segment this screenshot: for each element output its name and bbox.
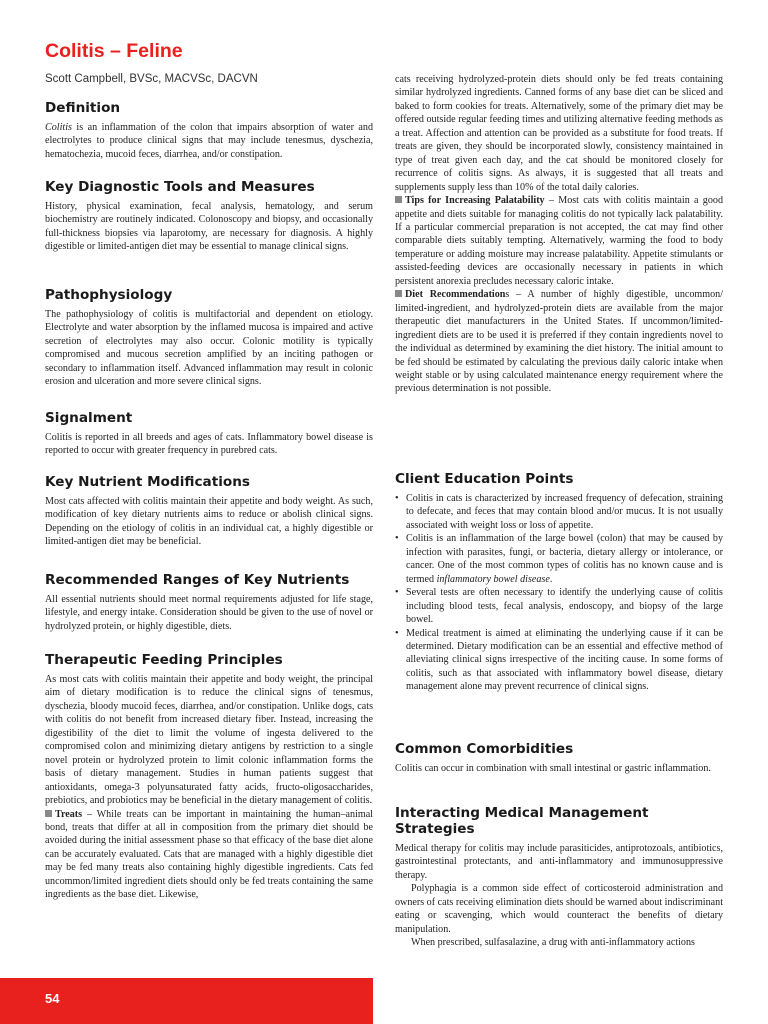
square-bullet-icon bbox=[395, 290, 402, 297]
feeding-section bbox=[45, 652, 373, 902]
square-bullet-icon bbox=[395, 196, 402, 203]
interacting-text-3: When prescribed, sulfasalazine, a drug with anti-inflammatory actions bbox=[411, 937, 695, 949]
treats-continuation bbox=[395, 73, 723, 396]
nutrient-mods-heading: Key Nutrient Modifications bbox=[45, 474, 250, 490]
treats-continued-text: cats receiving hydrolyzed-protein diets should only be fed treats containing similar hydrolyzed ingredients. Canned forms of any base diet can be sliced and baked to form cookies for treats. Alternatively, some of the primary diet may be offered outside regular feeding times and utilizing alternative feeding methods as a treat. Affection and attention can be provided as a substitute for food treats. If treats are given, they should be incorporated slowly, consistency maintained in type of treat given each day, and the cat should be monitored closely for recurrence of colitis signs. As always, it is suggested that all treats and supplements supply less than 10% of the total daily calories. bbox=[395, 74, 723, 193]
palatability-text: Tips for Increasing Palatability – Most cats with colitis maintain a good appetite and diets suitable for managing colitis do not typically lack palatability. If a particular commercial preparation is not accepted, the cat may find other comparable diets suitably tempting. Alternatively, warming the food to body temperature or adding moisture may increase palatability. Appetite stimulants or assisted-feeding devices are occasionally necessary in patients in which persistent anorexia precludes necessary caloric intake. bbox=[395, 195, 723, 287]
signalment-section bbox=[45, 410, 373, 458]
ranges-heading: Recommended Ranges of Key Nutrients bbox=[45, 572, 350, 588]
pathophysiology-text: The pathophysiology of colitis is multifactorial and dependent on etiology. Electrolyte and water absorption by the inflamed mucosa is impaired and active secretion of electrolytes may also occur. Colonic motility is typically compromised and mucous secretion amplified by an inciting pathogen or secondary to inflammation itself. Advanced inflammation may result in colonic erosion and ulceration and more severe clinical signs. bbox=[45, 309, 373, 388]
ranges-text: All essential nutrients should meet normal requirements adjusted for life stage, lifestyle, and energy intake. Consideration should be given to the use of novel or hydrolyzed protein, or highly digestible, diets. bbox=[45, 594, 373, 632]
interacting-text-1: Medical therapy for colitis may include parasiticides, antiprotozoals, antibiotics, gastrointestinal protectants, and anti-inflammatory and immunosuppressive therapy. bbox=[395, 843, 723, 881]
pathophysiology-section bbox=[45, 287, 373, 389]
ranges-section bbox=[45, 572, 373, 633]
definition-heading: Definition bbox=[45, 100, 121, 116]
client-education-heading: Client Education Points bbox=[395, 471, 574, 487]
ibd-term: inflammatory bowel disease bbox=[436, 573, 550, 585]
client-education-section bbox=[395, 471, 723, 694]
list-item: • Medical treatment is aimed at eliminating the underlying cause if it can be determined. Dietary modification can be an essential and effective method of alleviating clinical signs irrespective of the inciting cause. In some forms of colitis, such as that associated with inflammatory bowel disease, dietary management alone may prevent recurrence of clinical signs. bbox=[395, 627, 723, 694]
list-item: • Several tests are often necessary to identify the underlying cause of colitis including blood tests, fecal analysis, endoscopy, and biopsy of the large bowel. bbox=[395, 586, 723, 626]
definition-section bbox=[45, 100, 373, 161]
interacting-section bbox=[395, 805, 723, 950]
diet-label: Diet Recommendation bbox=[405, 289, 506, 301]
nutrient-mods-text: Most cats affected with colitis maintain their appetite and body weight. As such, modification of key dietary nutrients aims to reduce or abolish clinical signs. Depending on the etiology of colitis in an individual cat, a highly digestible or limited-antigen diet may be beneficial. bbox=[45, 496, 373, 548]
page-footer-bar bbox=[0, 978, 373, 1024]
list-item: • Colitis is an inflammation of the large bowel (colon) that may be caused by infection with parasites, fungi, or bacteria, dietary allergy or intolerance, or cancer. One of the most common types of colitis has no known cause and is termed inflammatory bowel disease. bbox=[395, 532, 723, 586]
diagnostic-section bbox=[45, 179, 373, 254]
client-education-list bbox=[395, 492, 723, 694]
signalment-text: Colitis is reported in all breeds and ages of cats. Inflammatory bowel disease is reported to occur with greater frequency in purebred cats. bbox=[45, 432, 373, 457]
nutrient-mods-section bbox=[45, 474, 373, 549]
treats-text: Treats – While treats can be important in maintaining the human–animal bond, treats that differ at all in composition from the primary diet should be avoided during the initial assessment phase so that efficacy of the base diet alone can be accurately evaluated. Cats that are managed with a highly digestible diet may be fed many treats also containing highly digestible ingredients. Cats fed uncommon/limited ingredient diets should only be fed treats containing the same ingredients as the base diet. Likewise, bbox=[45, 808, 373, 901]
treats-label: Treats bbox=[55, 808, 83, 820]
colitis-term: Colitis bbox=[45, 122, 72, 133]
square-bullet-icon bbox=[45, 810, 52, 817]
list-item: • Colitis in cats is characterized by increased frequency of defecation, straining to defecate, and feces that may contain blood and/or mucus. It is not usually associated with weight loss or loss of appetite. bbox=[395, 492, 723, 532]
feeding-heading: Therapeutic Feeding Principles bbox=[45, 652, 283, 668]
palatability-label: Tips for Increasing Palatability bbox=[405, 195, 545, 207]
comorbidities-heading: Common Comorbidities bbox=[395, 741, 574, 757]
definition-text: Colitis is an inflammation of the colon that impairs absorption of water and electrolytes to produce clinical signs that may include tenesmus, dyschezia, hematochezia, mucoid feces, diarrhea, and/or constipation. bbox=[45, 122, 373, 160]
interacting-text-2: Polyphagia is a common side effect of corticosteroid administration and owners of cats receiving elimination diets should be warned about indiscriminant eating or scavenging, which would counteract the benefits of dietary manipulation. bbox=[395, 883, 723, 935]
feeding-text: As most cats with colitis maintain their appetite and body weight, the principal aim of dietary modification is to reduce the clinical signs of tenesmus, dyschezia, bloody mucoid feces, diarrhea, and/or constipation. Unlike dogs, cats with colitis do not benefit from increased dietary fiber. Instead, increasing the digestibility of the diet to limit the volume of ingesta delivered to the compromised colon and minimizing dietary antigens by restriction to a single novel protein or hydrolyzed protein to limit colonic inflammation forms the basis of dietary management. Studies in human patients suggest that antioxidants, omega-3 polyunsaturated fatty acids, fructo-oligosaccharides, prebiotics, and probiotics may be beneficial in the dietary management of colitis. bbox=[45, 674, 373, 807]
diet-recommendations-text: Diet Recommendations – A number of highly digestible, uncommon/ limited-ingredient, and hydrolyzed-protein diets are available from the major therapeutic diet manufacturers in the United States. If uncommon/limited-ingredient diets are to be used it is preferred if they contain ingredients novel to the individual as determined by examining the diet history. The initial amount to be fed should be estimated by calculating the previous daily caloric intake when weight stable or by using calculated maintenance energy requirement where the previous determination is not possible. bbox=[395, 289, 723, 395]
page-number: 54 bbox=[45, 991, 60, 1006]
signalment-heading: Signalment bbox=[45, 410, 133, 426]
diagnostic-text: History, physical examination, fecal analysis, hematology, and serum biochemistry are routinely indicated. Colonoscopy and biopsy, and occasionally full-thickness biopsies via laparotomy, are necessary for diagnosis. A highly digestible or limited-antigen diet may be essential to manage clinical signs. bbox=[45, 201, 373, 253]
comorbidities-text: Colitis can occur in combination with small intestinal or gastric inflammation. bbox=[395, 763, 711, 774]
comorbidities-section bbox=[395, 741, 723, 775]
interacting-heading: Interacting Medical Management Strategies bbox=[395, 805, 649, 837]
pathophysiology-heading: Pathophysiology bbox=[45, 287, 173, 303]
page-title: Colitis – Feline bbox=[45, 40, 183, 62]
diagnostic-heading: Key Diagnostic Tools and Measures bbox=[45, 179, 315, 195]
author-line: Scott Campbell, BVSc, MACVSc, DACVN bbox=[45, 73, 258, 85]
